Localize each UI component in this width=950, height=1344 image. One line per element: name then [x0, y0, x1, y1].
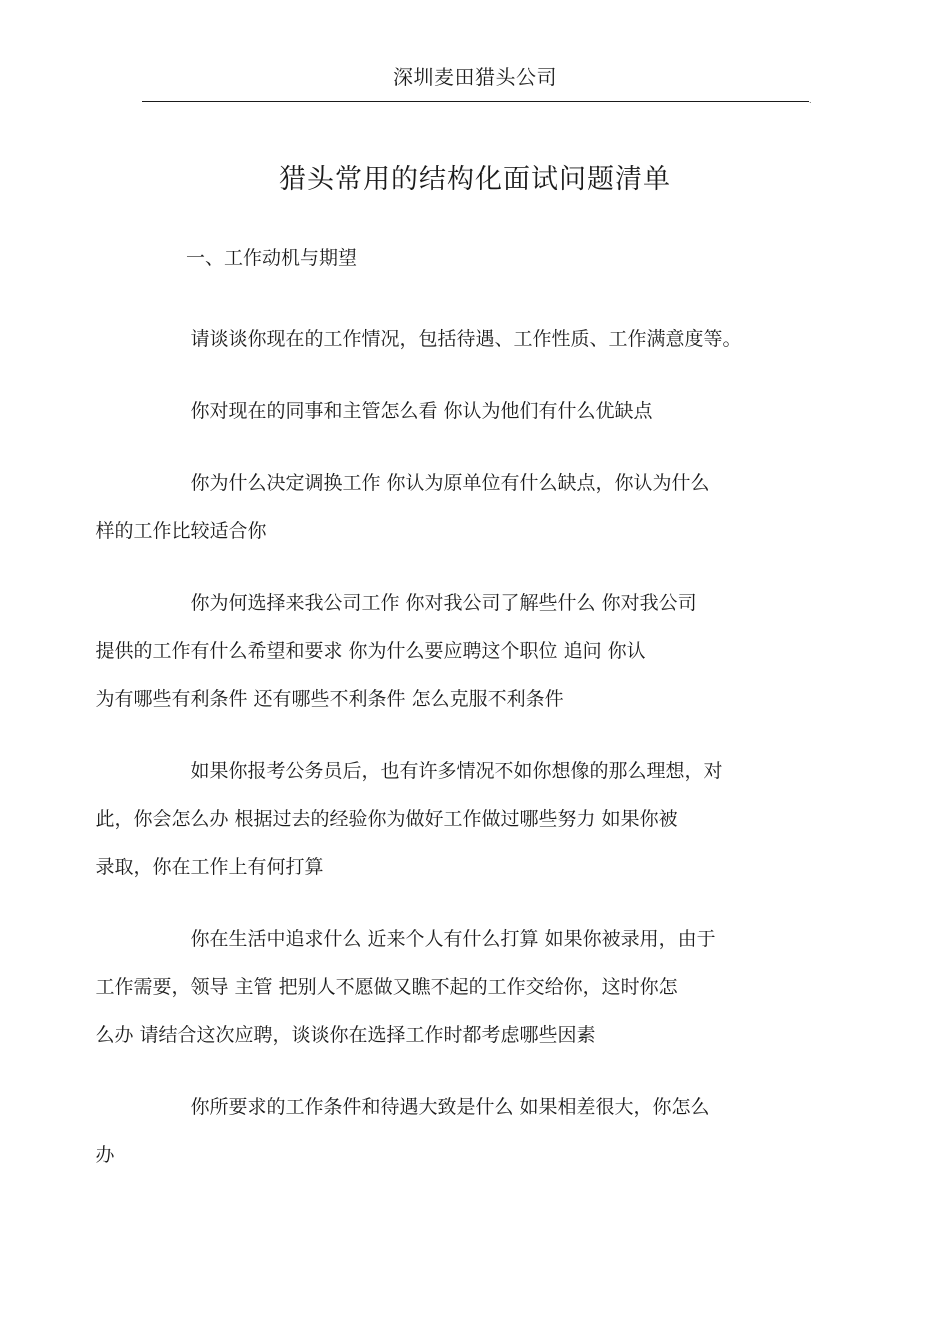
paragraph-line: 请谈谈你现在的工作情况，包括待遇、工作性质、工作满意度等。: [190, 328, 742, 350]
header-divider: [142, 101, 809, 102]
paragraph-line: 此，你会怎么办 根据过去的经验你为做好工作做过哪些努力 如果你被: [95, 808, 678, 830]
paragraph: [95, 915, 811, 1059]
paragraph-line: 录取，你在工作上有何打算: [95, 856, 324, 878]
header-company-name: 深圳麦田猎头公司: [393, 65, 557, 89]
header-mark: .: [809, 96, 812, 105]
paragraph-line: 样的工作比较适合你: [95, 520, 267, 542]
paragraph: [95, 1083, 811, 1179]
paragraph-line: 你所要求的工作条件和待遇大致是什么 如果相差很大，你怎么: [190, 1096, 710, 1118]
paragraph: [143, 387, 811, 435]
paragraph-line: 你为何选择来我公司工作 你对我公司了解些什么 你对我公司: [190, 592, 697, 614]
document-title: 猎头常用的结构化面试问题清单: [279, 164, 671, 195]
paragraph-line: 如果你报考公务员后，也有许多情况不如你想像的那么理想，对: [190, 760, 723, 782]
section-heading: 一、工作动机与期望: [186, 247, 358, 269]
paragraph-line: 办: [95, 1144, 115, 1166]
document-body: [95, 315, 811, 1203]
paragraph-line: 提供的工作有什么希望和要求 你为什么要应聘这个职位 追问 你认: [95, 640, 646, 662]
paragraph: [95, 747, 811, 891]
paragraph-line: 你对现在的同事和主管怎么看 你认为他们有什么优缺点: [190, 400, 653, 422]
paragraph-line: 你为什么决定调换工作 你认为原单位有什么缺点，你认为什么: [190, 472, 710, 494]
paragraph: [143, 315, 811, 363]
paragraph: [95, 459, 811, 555]
paragraph-line: 为有哪些有利条件 还有哪些不利条件 怎么克服不利条件: [95, 688, 564, 710]
paragraph: [95, 579, 811, 723]
paragraph-line: 工作需要，领导 主管 把别人不愿做又瞧不起的工作交给你，这时你怎: [95, 976, 678, 998]
paragraph-line: 么办 请结合这次应聘，谈谈你在选择工作时都考虑哪些因素: [95, 1024, 596, 1046]
paragraph-line: 你在生活中追求什么 近来个人有什么打算 如果你被录用，由于: [190, 928, 716, 950]
